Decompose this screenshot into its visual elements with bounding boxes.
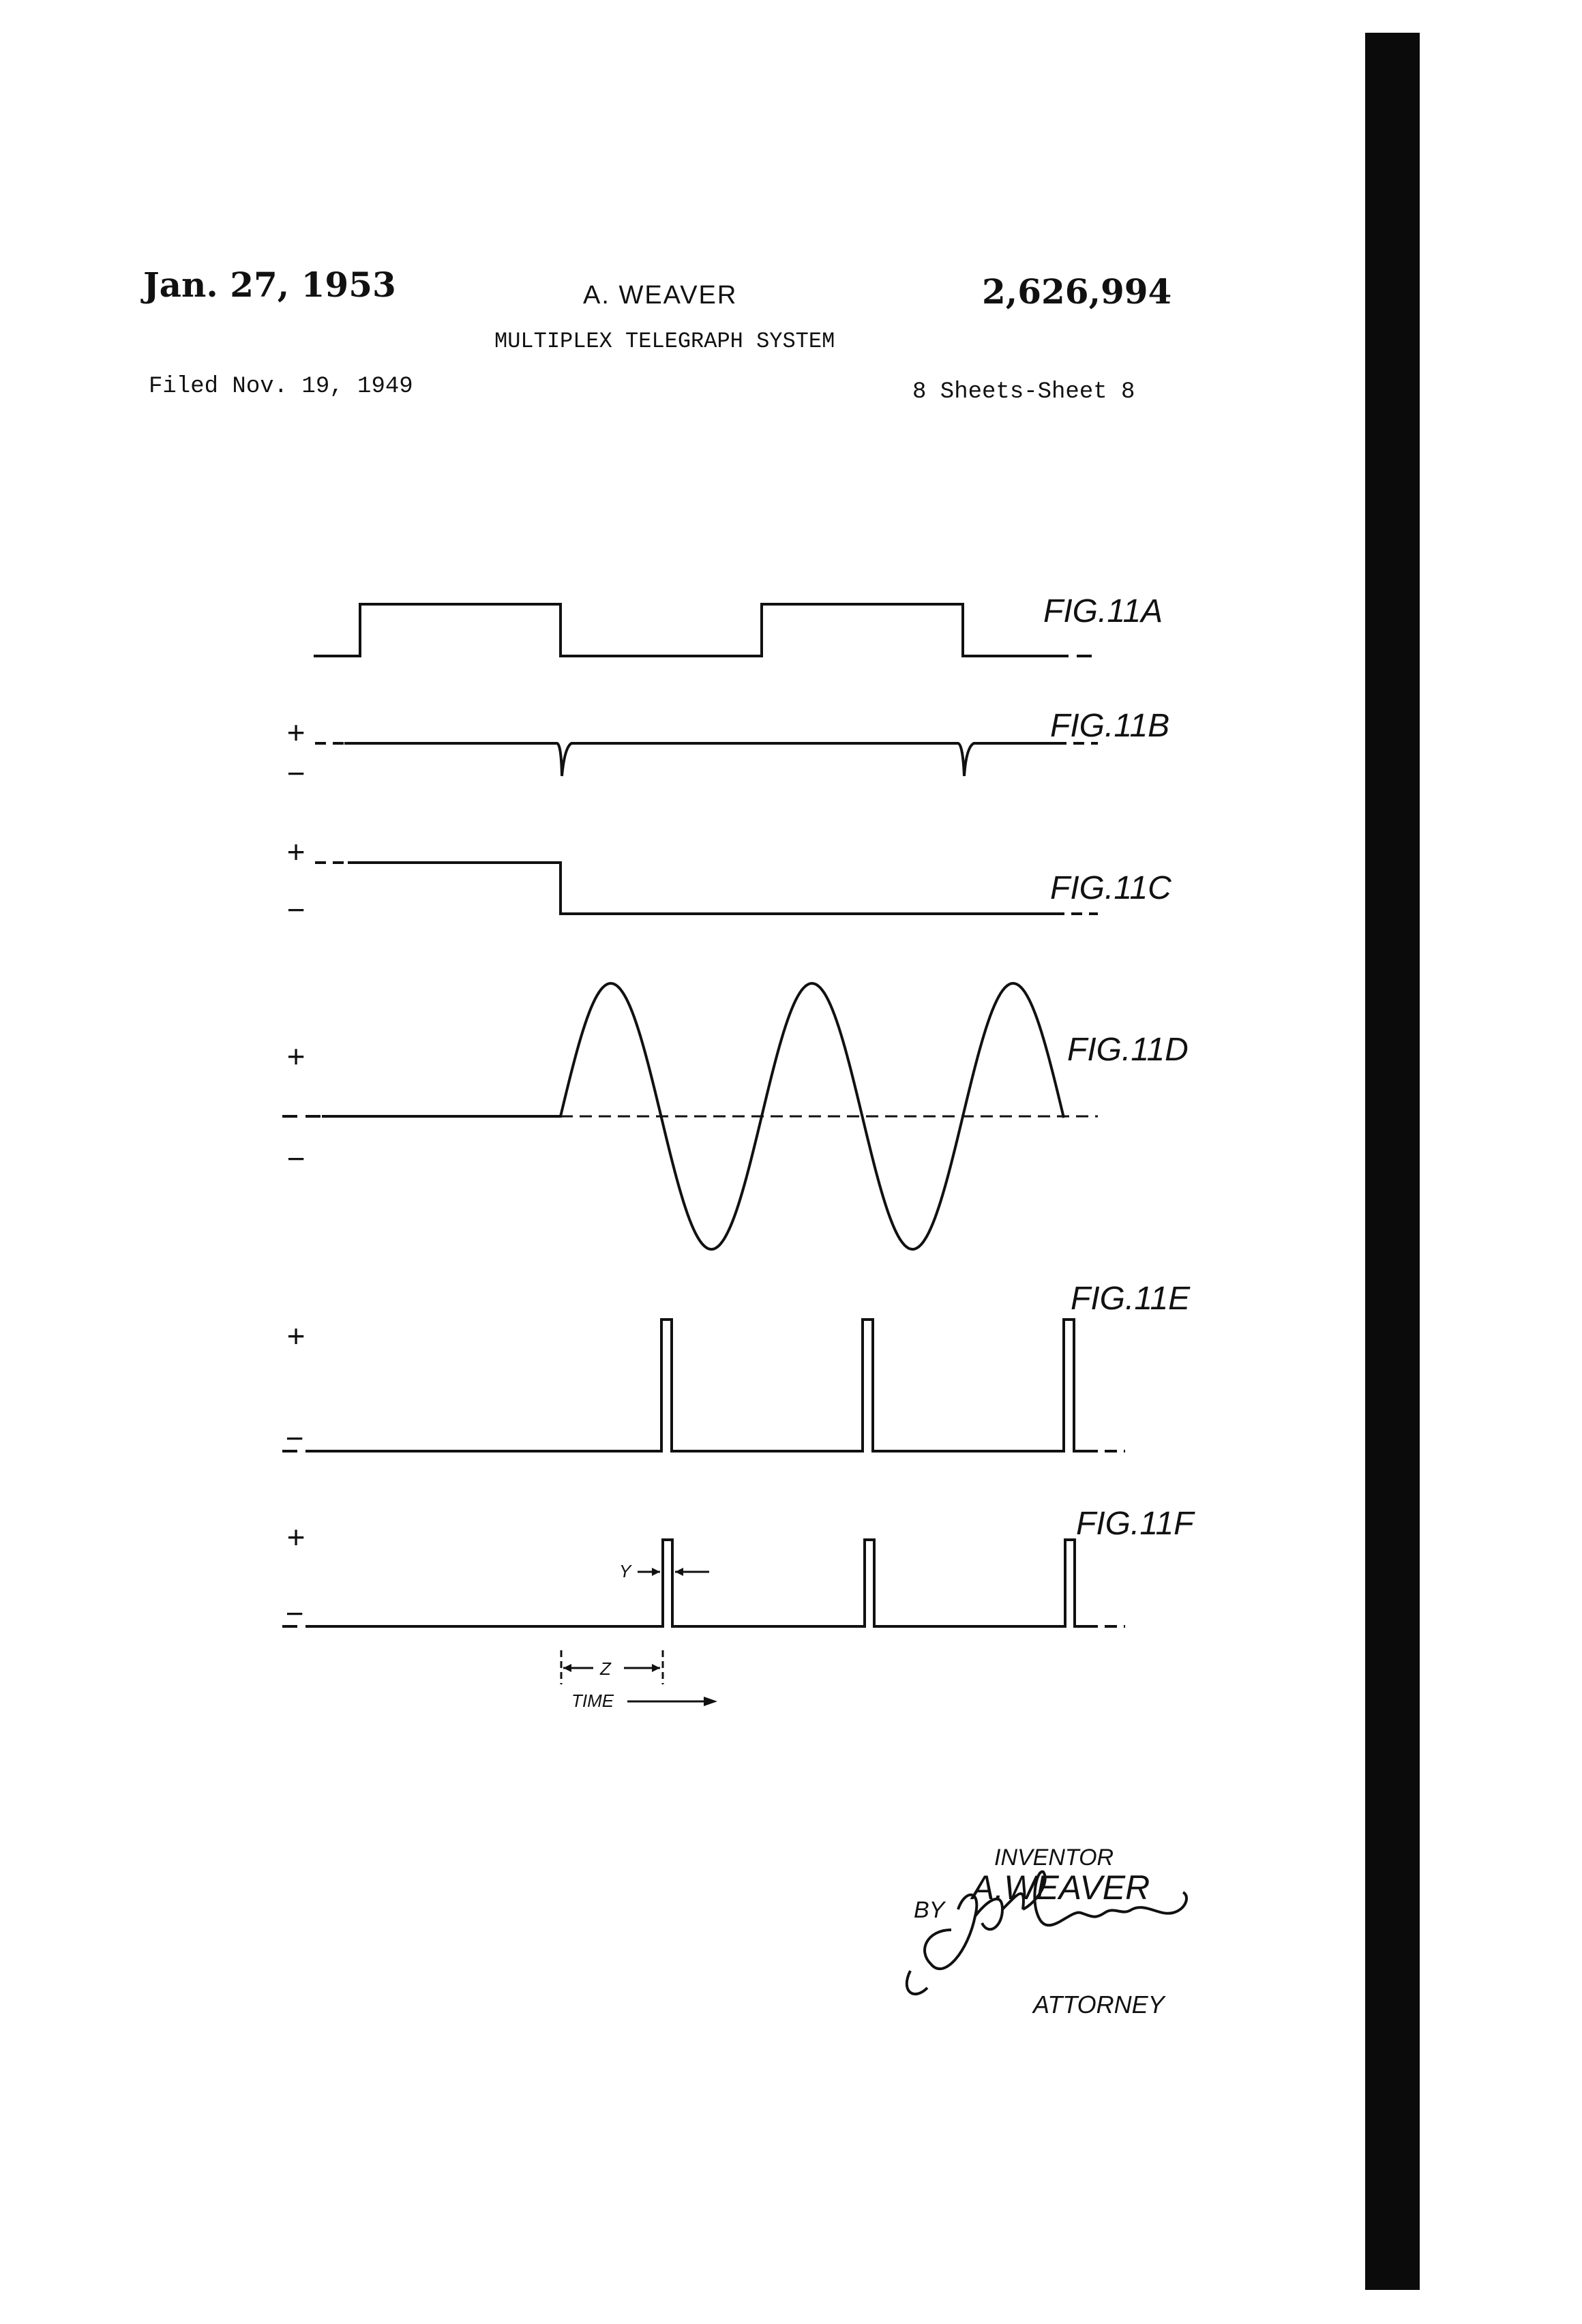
patent-number: 2,626,994 — [982, 271, 1172, 312]
fig11a-label: FIG.11A — [1043, 593, 1163, 629]
y-label: Y — [619, 1561, 631, 1581]
inventor-header: A. WEAVER — [583, 281, 738, 310]
fig11b-minus: − — [286, 756, 305, 791]
fig11c-minus: − — [286, 892, 305, 927]
fig11f-plus: + — [286, 1519, 305, 1555]
fig11e-label: FIG.11E — [1071, 1281, 1191, 1317]
sheet-count: 8 Sheets-Sheet 8 — [912, 379, 1135, 405]
fig11b-plus: + — [286, 715, 305, 750]
z-label: Z — [600, 1658, 611, 1679]
fig11c-plus: + — [286, 834, 305, 869]
fig11b-waveform — [344, 743, 1056, 776]
time-label: TIME — [571, 1690, 614, 1711]
fig11a-waveform — [315, 604, 1054, 656]
fig11b-label: FIG.11B — [1050, 708, 1170, 744]
fig11e-plus: + — [286, 1318, 305, 1354]
fig11c-waveform — [348, 863, 1054, 914]
inventor-name: A.WEAVER — [972, 1868, 1150, 1907]
filing-date: Filed Nov. 19, 1949 — [149, 374, 413, 400]
fig11f-waveform — [320, 1540, 1086, 1626]
inventor-label: INVENTOR — [994, 1845, 1114, 1871]
fig11d-minus: − — [286, 1141, 305, 1176]
attorney-label: ATTORNEY — [1033, 1991, 1165, 2018]
fig11e-minus: − — [285, 1420, 303, 1456]
patent-date: Jan. 27, 1953 — [143, 265, 396, 305]
by-label: BY — [914, 1897, 945, 1923]
fig11c-label: FIG.11C — [1050, 870, 1171, 906]
fig11d-plus: + — [286, 1039, 305, 1074]
fig11e-waveform — [320, 1320, 1086, 1451]
fig11f-label: FIG.11F — [1076, 1506, 1194, 1542]
fig11f-minus: − — [285, 1596, 303, 1631]
fig11d-label: FIG.11D — [1067, 1032, 1189, 1068]
patent-title: MULTIPLEX TELEGRAPH SYSTEM — [494, 329, 835, 354]
